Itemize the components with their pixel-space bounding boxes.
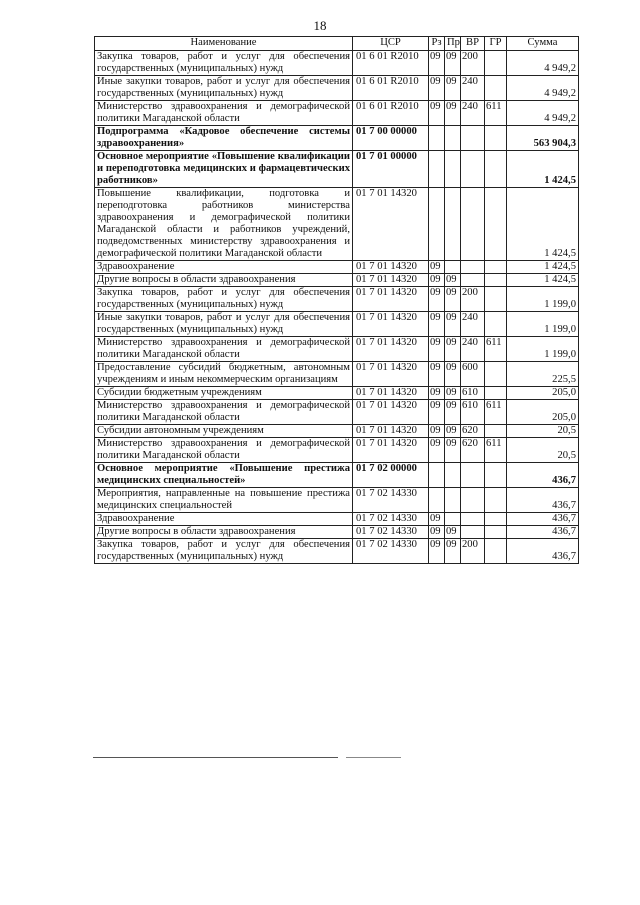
cell-name: Другие вопросы в области здравоохранения bbox=[95, 526, 353, 539]
table-row bbox=[95, 362, 579, 387]
cell-pr: 09 bbox=[445, 274, 461, 287]
header-name: Наименование bbox=[95, 37, 353, 51]
cell-pr: 09 bbox=[445, 438, 461, 463]
cell-pr: 09 bbox=[445, 526, 461, 539]
cell-sum: 563 904,3 bbox=[507, 126, 579, 151]
cell-vr: 200 bbox=[461, 539, 485, 564]
cell-vr bbox=[461, 261, 485, 274]
cell-name: Здравоохранение bbox=[95, 261, 353, 274]
cell-gr bbox=[485, 425, 507, 438]
cell-sum: 436,7 bbox=[507, 539, 579, 564]
table-row bbox=[95, 101, 579, 126]
cell-csr: 01 7 01 14320 bbox=[353, 438, 429, 463]
cell-name: Основное мероприятие «Повышение квалификации и переподготовка медицинских и фармацевтических работников» bbox=[95, 151, 353, 188]
cell-name: Другие вопросы в области здравоохранения bbox=[95, 274, 353, 287]
cell-csr: 01 7 01 14320 bbox=[353, 425, 429, 438]
cell-sum: 20,5 bbox=[507, 438, 579, 463]
cell-gr bbox=[485, 513, 507, 526]
cell-rz: 09 bbox=[429, 337, 445, 362]
cell-vr bbox=[461, 126, 485, 151]
cell-sum: 4 949,2 bbox=[507, 51, 579, 76]
cell-csr: 01 6 01 R2010 bbox=[353, 51, 429, 76]
cell-pr: 09 bbox=[445, 101, 461, 126]
cell-pr: 09 bbox=[445, 362, 461, 387]
cell-vr bbox=[461, 513, 485, 526]
cell-sum: 1 424,5 bbox=[507, 188, 579, 261]
cell-name: Предоставление субсидий бюджетным, автономным учреждениям и иным некоммерческим организациям bbox=[95, 362, 353, 387]
table-row bbox=[95, 488, 579, 513]
cell-vr: 620 bbox=[461, 438, 485, 463]
cell-rz: 09 bbox=[429, 362, 445, 387]
cell-sum: 436,7 bbox=[507, 526, 579, 539]
table-row bbox=[95, 51, 579, 76]
cell-gr bbox=[485, 463, 507, 488]
header-vr: ВР bbox=[461, 37, 485, 51]
cell-vr bbox=[461, 463, 485, 488]
table-row bbox=[95, 526, 579, 539]
cell-pr: 09 bbox=[445, 76, 461, 101]
cell-pr: 09 bbox=[445, 425, 461, 438]
cell-vr: 240 bbox=[461, 312, 485, 337]
cell-pr bbox=[445, 463, 461, 488]
header-gr: ГР bbox=[485, 37, 507, 51]
cell-gr bbox=[485, 76, 507, 101]
cell-rz: 09 bbox=[429, 526, 445, 539]
cell-name: Министерство здравоохранения и демографической политики Магаданской области bbox=[95, 101, 353, 126]
cell-sum: 205,0 bbox=[507, 400, 579, 425]
cell-rz: 09 bbox=[429, 513, 445, 526]
table-row bbox=[95, 151, 579, 188]
cell-name: Повышение квалификации, подготовка и переподготовка работников министерства здравоохранения и демографической политики Магаданской области и работников учреждений, подведомственных министерству здравоохранения и демографической политики Магаданской области bbox=[95, 188, 353, 261]
cell-csr: 01 7 02 14330 bbox=[353, 526, 429, 539]
cell-name: Закупка товаров, работ и услуг для обеспечения государственных (муниципальных) нужд bbox=[95, 51, 353, 76]
cell-csr: 01 7 02 14330 bbox=[353, 539, 429, 564]
page-number: 18 bbox=[313, 18, 327, 33]
cell-csr: 01 7 02 00000 bbox=[353, 463, 429, 488]
cell-rz: 09 bbox=[429, 261, 445, 274]
cell-vr: 200 bbox=[461, 51, 485, 76]
cell-csr: 01 7 01 14320 bbox=[353, 312, 429, 337]
cell-csr: 01 7 01 14320 bbox=[353, 362, 429, 387]
cell-vr: 620 bbox=[461, 425, 485, 438]
cell-rz: 09 bbox=[429, 76, 445, 101]
cell-name: Основное мероприятие «Повышение престижа медицинских специальностей» bbox=[95, 463, 353, 488]
cell-vr bbox=[461, 488, 485, 513]
cell-gr: 611 bbox=[485, 337, 507, 362]
cell-sum: 20,5 bbox=[507, 425, 579, 438]
table-row bbox=[95, 126, 579, 151]
cell-pr: 09 bbox=[445, 287, 461, 312]
cell-gr bbox=[485, 539, 507, 564]
cell-csr: 01 6 01 R2010 bbox=[353, 101, 429, 126]
cell-gr bbox=[485, 51, 507, 76]
cell-gr bbox=[485, 261, 507, 274]
cell-sum: 1 424,5 bbox=[507, 261, 579, 274]
cell-sum: 1 199,0 bbox=[507, 337, 579, 362]
cell-csr: 01 7 02 14330 bbox=[353, 513, 429, 526]
cell-rz: 09 bbox=[429, 400, 445, 425]
cell-gr: 611 bbox=[485, 400, 507, 425]
cell-rz: 09 bbox=[429, 425, 445, 438]
table-body bbox=[95, 51, 579, 564]
cell-rz: 09 bbox=[429, 312, 445, 337]
table-row bbox=[95, 337, 579, 362]
cell-vr bbox=[461, 151, 485, 188]
cell-rz: 09 bbox=[429, 387, 445, 400]
cell-name: Субсидии бюджетным учреждениям bbox=[95, 387, 353, 400]
cell-gr bbox=[485, 151, 507, 188]
table-row bbox=[95, 539, 579, 564]
cell-vr bbox=[461, 274, 485, 287]
cell-name: Иные закупки товаров, работ и услуг для обеспечения государственных (муниципальных) нужд bbox=[95, 312, 353, 337]
cell-vr: 240 bbox=[461, 337, 485, 362]
cell-csr: 01 7 01 14320 bbox=[353, 274, 429, 287]
cell-sum: 1 199,0 bbox=[507, 287, 579, 312]
cell-name: Министерство здравоохранения и демографической политики Магаданской области bbox=[95, 400, 353, 425]
table-row bbox=[95, 76, 579, 101]
cell-gr bbox=[485, 274, 507, 287]
table-row bbox=[95, 261, 579, 274]
cell-rz: 09 bbox=[429, 287, 445, 312]
cell-vr: 610 bbox=[461, 400, 485, 425]
footer-divider-left bbox=[93, 757, 338, 758]
cell-pr bbox=[445, 488, 461, 513]
cell-csr: 01 7 01 14320 bbox=[353, 188, 429, 261]
header-pr: Пр bbox=[445, 37, 461, 51]
cell-rz bbox=[429, 151, 445, 188]
cell-pr: 09 bbox=[445, 312, 461, 337]
cell-gr bbox=[485, 362, 507, 387]
table-header-row bbox=[95, 37, 579, 51]
cell-name: Подпрограмма «Кадровое обеспечение системы здравоохранения» bbox=[95, 126, 353, 151]
table-row bbox=[95, 463, 579, 488]
cell-sum: 436,7 bbox=[507, 513, 579, 526]
cell-vr: 240 bbox=[461, 101, 485, 126]
cell-vr bbox=[461, 526, 485, 539]
cell-pr: 09 bbox=[445, 539, 461, 564]
cell-csr: 01 7 01 14320 bbox=[353, 400, 429, 425]
cell-pr bbox=[445, 513, 461, 526]
cell-rz: 09 bbox=[429, 51, 445, 76]
cell-gr bbox=[485, 312, 507, 337]
cell-rz: 09 bbox=[429, 101, 445, 126]
table-row bbox=[95, 513, 579, 526]
cell-gr bbox=[485, 387, 507, 400]
header-sum: Сумма bbox=[507, 37, 579, 51]
footer-divider-right bbox=[346, 757, 401, 758]
cell-name: Закупка товаров, работ и услуг для обеспечения государственных (муниципальных) нужд bbox=[95, 539, 353, 564]
cell-sum: 436,7 bbox=[507, 463, 579, 488]
cell-vr: 600 bbox=[461, 362, 485, 387]
cell-gr bbox=[485, 287, 507, 312]
cell-pr: 09 bbox=[445, 337, 461, 362]
cell-gr bbox=[485, 126, 507, 151]
cell-vr: 200 bbox=[461, 287, 485, 312]
cell-csr: 01 7 02 14330 bbox=[353, 488, 429, 513]
cell-vr: 240 bbox=[461, 76, 485, 101]
cell-pr: 09 bbox=[445, 400, 461, 425]
cell-sum: 436,7 bbox=[507, 488, 579, 513]
table-row bbox=[95, 438, 579, 463]
cell-csr: 01 7 01 14320 bbox=[353, 261, 429, 274]
cell-csr: 01 7 01 14320 bbox=[353, 287, 429, 312]
cell-rz bbox=[429, 463, 445, 488]
cell-csr: 01 6 01 R2010 bbox=[353, 76, 429, 101]
cell-csr: 01 7 00 00000 bbox=[353, 126, 429, 151]
cell-csr: 01 7 01 14320 bbox=[353, 337, 429, 362]
table-row bbox=[95, 274, 579, 287]
cell-rz bbox=[429, 488, 445, 513]
cell-name: Закупка товаров, работ и услуг для обеспечения государственных (муниципальных) нужд bbox=[95, 287, 353, 312]
cell-rz: 09 bbox=[429, 438, 445, 463]
cell-pr bbox=[445, 188, 461, 261]
cell-name: Министерство здравоохранения и демографической политики Магаданской области bbox=[95, 337, 353, 362]
cell-rz bbox=[429, 126, 445, 151]
cell-gr: 611 bbox=[485, 438, 507, 463]
cell-rz: 09 bbox=[429, 274, 445, 287]
cell-csr: 01 7 01 00000 bbox=[353, 151, 429, 188]
cell-rz bbox=[429, 188, 445, 261]
cell-rz: 09 bbox=[429, 539, 445, 564]
header-rz: Рз bbox=[429, 37, 445, 51]
cell-sum: 1 199,0 bbox=[507, 312, 579, 337]
cell-name: Мероприятия, направленные на повышение престижа медицинских специальностей bbox=[95, 488, 353, 513]
cell-sum: 225,5 bbox=[507, 362, 579, 387]
table-row bbox=[95, 425, 579, 438]
table-row bbox=[95, 188, 579, 261]
cell-vr bbox=[461, 188, 485, 261]
budget-table bbox=[94, 36, 579, 564]
cell-sum: 205,0 bbox=[507, 387, 579, 400]
cell-sum: 4 949,2 bbox=[507, 76, 579, 101]
table-row bbox=[95, 287, 579, 312]
cell-csr: 01 7 01 14320 bbox=[353, 387, 429, 400]
cell-name: Здравоохранение bbox=[95, 513, 353, 526]
cell-sum: 4 949,2 bbox=[507, 101, 579, 126]
cell-gr bbox=[485, 526, 507, 539]
cell-pr bbox=[445, 151, 461, 188]
cell-name: Субсидии автономным учреждениям bbox=[95, 425, 353, 438]
table-row bbox=[95, 387, 579, 400]
cell-gr: 611 bbox=[485, 101, 507, 126]
cell-pr: 09 bbox=[445, 51, 461, 76]
cell-name: Иные закупки товаров, работ и услуг для обеспечения государственных (муниципальных) нужд bbox=[95, 76, 353, 101]
cell-sum: 1 424,5 bbox=[507, 274, 579, 287]
cell-vr: 610 bbox=[461, 387, 485, 400]
cell-pr: 09 bbox=[445, 387, 461, 400]
table-row bbox=[95, 312, 579, 337]
cell-name: Министерство здравоохранения и демографической политики Магаданской области bbox=[95, 438, 353, 463]
cell-sum: 1 424,5 bbox=[507, 151, 579, 188]
cell-gr bbox=[485, 488, 507, 513]
table-row bbox=[95, 400, 579, 425]
cell-pr bbox=[445, 126, 461, 151]
cell-pr bbox=[445, 261, 461, 274]
header-csr: ЦСР bbox=[353, 37, 429, 51]
cell-gr bbox=[485, 188, 507, 261]
